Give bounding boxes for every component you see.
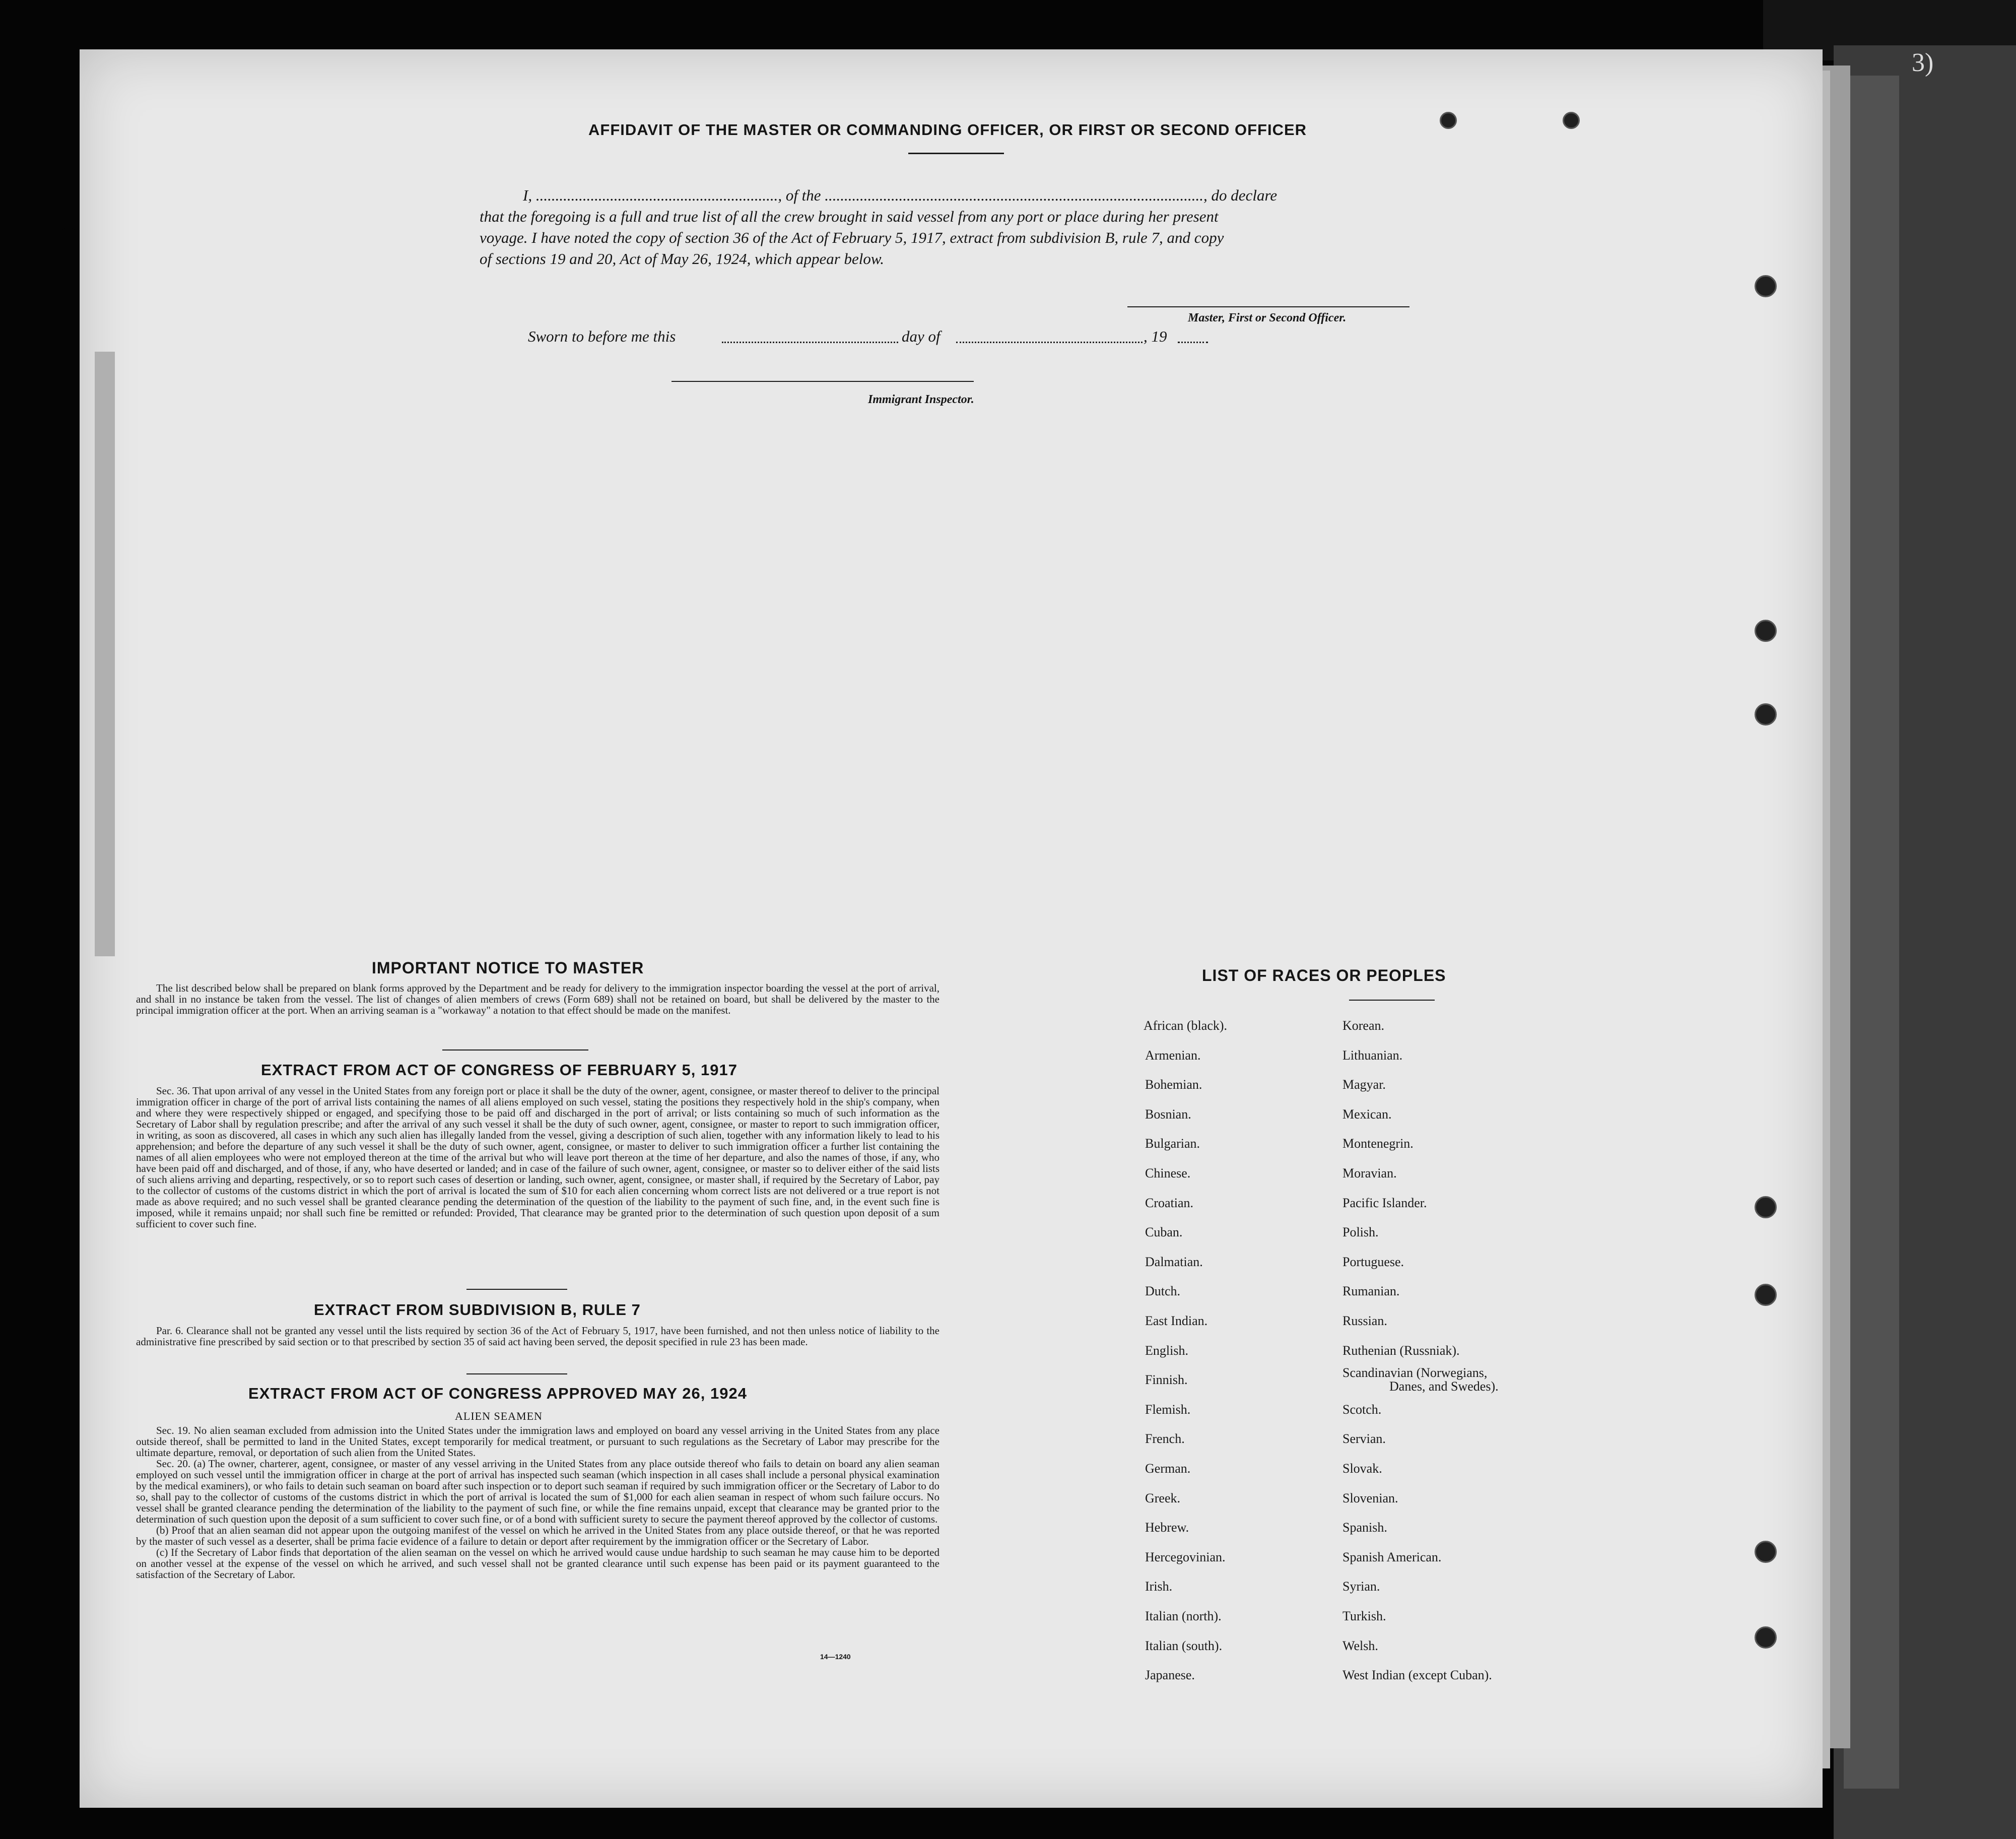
sec19-paragraph: Sec. 19. No alien seaman excluded from admission into the United States under the immigration laws and employed on board any vessel arriving in the United States from any place outside thereof, shall be permitted to land in the United States, except temporarily for medical treatment, or pursuant to such regulations as the Secretary of Labor may prescribe for the ultimate departure, removal, or deportation of such alien from the United States. — [136, 1424, 939, 1459]
page-fold-shadow — [95, 352, 115, 956]
race-item: Bohemian. — [1145, 1077, 1202, 1092]
punch-hole — [1755, 1541, 1777, 1563]
race-item: Spanish. — [1342, 1520, 1387, 1535]
declaration-line-4: of sections 19 and 20, Act of May 26, 1924, which appear below. — [480, 250, 885, 268]
race-item: Servian. — [1342, 1431, 1386, 1447]
race-item: Pacific Islander. — [1342, 1195, 1427, 1210]
sec20b-paragraph: (b) Proof that an alien seaman did not appear upon the outgoing manifest of the vessel on which he arrived in the United States from any place outside thereof, or that he was reported by the master of such vessel as a deserter, shall be prima facie evidence of a failure to detain or deport after requirement by the immigration officer or the Secretary of Labor. — [136, 1524, 939, 1547]
binder-hole — [57, 228, 80, 251]
race-item: Italian (north). — [1145, 1609, 1222, 1623]
race-item: West Indian (except Cuban). — [1342, 1668, 1492, 1683]
notice-paragraph: The list described below shall be prepared on blank forms approved by the Department and be ready for delivery to the immigration inspector boarding the vessel at the port of arrival, and shall in no instance be taken from the vessel. The list of changes of alien members of crews (Form 689) shall not be retained on board, but shall be delivered by the master to the principal immigration officer at the port. When an arriving seaman is a "workaway" a notation to that effect should be made on the manifest. — [136, 982, 939, 1016]
section-rule — [466, 1373, 567, 1374]
race-item: Dalmatian. — [1145, 1254, 1203, 1269]
section-rule — [442, 1049, 588, 1050]
extract-1917-title: EXTRACT FROM ACT OF CONGRESS OF FEBRUARY 5, 1917 — [261, 1061, 737, 1079]
race-item: French. — [1145, 1431, 1185, 1447]
punch-hole — [1755, 703, 1777, 726]
race-item: German. — [1145, 1461, 1191, 1476]
form-number: 14—1240 — [820, 1653, 851, 1661]
binder-hole — [57, 854, 80, 877]
sworn-month-line — [956, 341, 1143, 343]
affidavit-title: AFFIDAVIT OF THE MASTER OR COMMANDING OFFICER, OR FIRST OR SECOND OFFICER — [588, 121, 1307, 139]
race-item: Hercegovinian. — [1145, 1549, 1226, 1564]
sec20a-paragraph: Sec. 20. (a) The owner, charterer, agent, consignee, or master of any vessel arriving in the United States from any place outside thereof who fails to detain on board any alien seaman employed on such vessel until the immigration officer in charge at the port of arrival has inspected such seaman (which inspection in all cases shall include a personal physical examination by the medical examiners), or who fails to detain such seaman on board after such inspection or to deport such seaman if required by such immigration officer or the Secretary of Labor to do so, shall pay to the collector of customs of the customs district in which the port of arrival is located the sum of $1,000 for each alien seaman in respect of whom such failure occurs. No vessel shall be granted clearance pending the determination of the liability to the payment of such fine, or while the fine remains unpaid, except that clearance may be granted prior to the determination of such question upon the deposit of a sum sufficient to cover such fine, or of a bond with sufficient surety to secure the payment thereof approved by the collector of customs. — [136, 1458, 939, 1525]
races-title: LIST OF RACES OR PEOPLES — [1202, 966, 1446, 984]
race-item: Spanish American. — [1342, 1549, 1442, 1564]
punch-hole — [1755, 275, 1777, 297]
extract-rule7-title: EXTRACT FROM SUBDIVISION B, RULE 7 — [314, 1301, 641, 1319]
race-item: African (black). — [1144, 1018, 1228, 1033]
race-item: Italian (south). — [1145, 1638, 1223, 1653]
master-signature-line — [1127, 306, 1409, 307]
race-item: Ruthenian (Russniak). — [1342, 1343, 1460, 1358]
binder-right-edge-inner — [1844, 76, 1899, 1789]
binder-hole — [57, 585, 80, 609]
race-item: Slovenian. — [1342, 1490, 1398, 1505]
race-item: Moravian. — [1342, 1166, 1397, 1180]
race-item: Slovak. — [1342, 1461, 1382, 1476]
race-item-continuation: Danes, and Swedes). — [1389, 1379, 1499, 1394]
notice-body — [136, 982, 939, 1016]
race-item: Japanese. — [1145, 1668, 1195, 1683]
race-item: Polish. — [1342, 1225, 1379, 1240]
race-item: English. — [1145, 1343, 1188, 1358]
extract-1917-body — [136, 1085, 939, 1229]
race-item: Dutch. — [1145, 1284, 1181, 1299]
race-item: Scandinavian (Norwegians, — [1342, 1365, 1488, 1381]
extract-rule7-paragraph: Par. 6. Clearance shall not be granted any vessel until the lists required by section 36 of the Act of February 5, 1917, have been furnished, and not then unless notice of liability to the administrative fine prescribed by said section or to that prescribed by section 35 of said act having been served, the deposit specified in rule 23 has been made. — [136, 1325, 939, 1348]
title-rule — [908, 153, 1004, 154]
extract-1924-subtitle: ALIEN SEAMEN — [455, 1410, 543, 1422]
race-item: Welsh. — [1342, 1638, 1378, 1653]
document-page — [80, 49, 1823, 1808]
race-item: Cuban. — [1145, 1225, 1183, 1240]
sworn-day-of: day of — [902, 327, 940, 345]
corner-mark: 3) — [1912, 48, 1934, 77]
races-title-rule — [1349, 1000, 1435, 1001]
extract-1924-body — [136, 1425, 939, 1580]
race-item: Flemish. — [1145, 1402, 1191, 1417]
race-item: Montenegrin. — [1342, 1136, 1414, 1151]
punch-hole — [1755, 1626, 1777, 1649]
inspector-signature-line — [671, 381, 974, 382]
master-signature-label: Master, First or Second Officer. — [1188, 311, 1347, 324]
race-item: Greek. — [1145, 1490, 1181, 1505]
sworn-date-line — [722, 341, 898, 343]
inspector-label: Immigrant Inspector. — [868, 393, 974, 406]
extract-1917-paragraph: Sec. 36. That upon arrival of any vessel in the United States from any foreign port or place it shall be the duty of the owner, agent, consignee, or master thereof to deliver to the principal immigration officer in charge of the port of arrival lists containing the names of all aliens employed on such vessel, stating the positions they respectively hold in the ship's company, when and where they were respectively shipped or engaged, and specifying those to be paid off and discharged in the port of arrival; or lists containing so much of such information as the Secretary of Labor shall by regulation prescribe; and after the arrival of any such vessel it shall be the duty of such owner, agent, consignee, or master to report to such immigration officer, in writing, as soon as discovered, all cases in which any such alien has illegally landed from the vessel, giving a description of such alien, together with any information likely to lead to his apprehension; and before the departure of any such vessel it shall be the duty of such owner, agent, consignee, or master to deliver to such immigration officer a further list containing the names of all alien employees who were not employed thereon at the time of the arrival but who will leave port thereon at the time of her departure, and also the names of those, if any, who have been paid off and discharged, and of those, if any, who have deserted or landed; and in case of the failure of such owner, agent, consignee, or master so to deliver either of the said lists of such aliens arriving and departing, respectively, or so to report such cases of desertion or landing, such owner, agent, consignee, or master shall, if required by the Secretary of Labor, pay to the collector of customs of the customs district in which the port of arrival is located the sum of $10 for each alien concerning whom correct lists are not delivered or a true report is not made as above required; and no such vessel shall be granted clearance pending the determination of the question of the liability to the payment of such fine, and, in the event such fine is imposed, while it remains unpaid; nor shall such fine be remitted or refunded: Provided, That clearance may be granted prior to the determination of such question upon deposit of a sum sufficient to cover such fine. — [136, 1085, 939, 1230]
punch-hole — [1755, 1196, 1777, 1218]
punch-hole — [1755, 620, 1777, 642]
declaration-line-1: I, .............................................................., of the ................................................................................................., do declare — [523, 186, 1278, 204]
race-item: Bosnian. — [1145, 1106, 1191, 1122]
punch-hole — [1755, 1284, 1777, 1306]
race-item: Bulgarian. — [1145, 1136, 1200, 1151]
race-item: Portuguese. — [1342, 1254, 1404, 1269]
sworn-prefix: Sworn to before me this — [528, 327, 676, 345]
race-item: Mexican. — [1342, 1106, 1392, 1122]
sworn-year: , 19 — [1144, 327, 1167, 345]
race-item: Korean. — [1342, 1018, 1385, 1033]
race-item: East Indian. — [1145, 1313, 1208, 1328]
race-item: Lithuanian. — [1342, 1047, 1403, 1063]
race-item: Rumanian. — [1342, 1284, 1400, 1299]
race-item: Hebrew. — [1145, 1520, 1189, 1535]
race-item: Scotch. — [1342, 1402, 1382, 1417]
race-item: Magyar. — [1342, 1077, 1386, 1092]
sworn-year-line — [1178, 341, 1208, 343]
binder-hole — [57, 656, 80, 679]
sec20c-paragraph: (c) If the Secretary of Labor finds that deportation of the alien seaman on the vessel on which he arrived would cause undue hardship to such seaman he may cause him to be deported on another vessel at the expense of the vessel on which he arrived, and such vessel shall not be granted clearance until such expense has been paid or its payment guaranteed to the satisfaction of the Secretary of Labor. — [136, 1546, 939, 1581]
section-rule — [466, 1289, 567, 1290]
extract-rule7-body — [136, 1325, 939, 1347]
notice-title: IMPORTANT NOTICE TO MASTER — [372, 959, 644, 977]
race-item: Armenian. — [1145, 1047, 1201, 1063]
declaration-line-2: that the foregoing is a full and true list of all the crew brought in said vessel from any port or place during her present — [480, 208, 1219, 225]
declaration-line-3: voyage. I have noted the copy of section 36 of the Act of February 5, 1917, extract from subdivision B, rule 7, and copy — [480, 229, 1224, 246]
race-item: Russian. — [1342, 1313, 1387, 1328]
extract-1924-title: EXTRACT FROM ACT OF CONGRESS APPROVED MAY 26, 1924 — [248, 1385, 747, 1402]
race-item: Chinese. — [1145, 1166, 1191, 1180]
punch-hole — [1563, 112, 1580, 129]
race-item: Turkish. — [1342, 1609, 1386, 1623]
punch-hole — [1440, 112, 1457, 129]
race-item: Finnish. — [1145, 1372, 1188, 1388]
race-item: Croatian. — [1145, 1195, 1194, 1210]
race-item: Irish. — [1145, 1579, 1173, 1594]
race-item: Syrian. — [1342, 1579, 1380, 1594]
